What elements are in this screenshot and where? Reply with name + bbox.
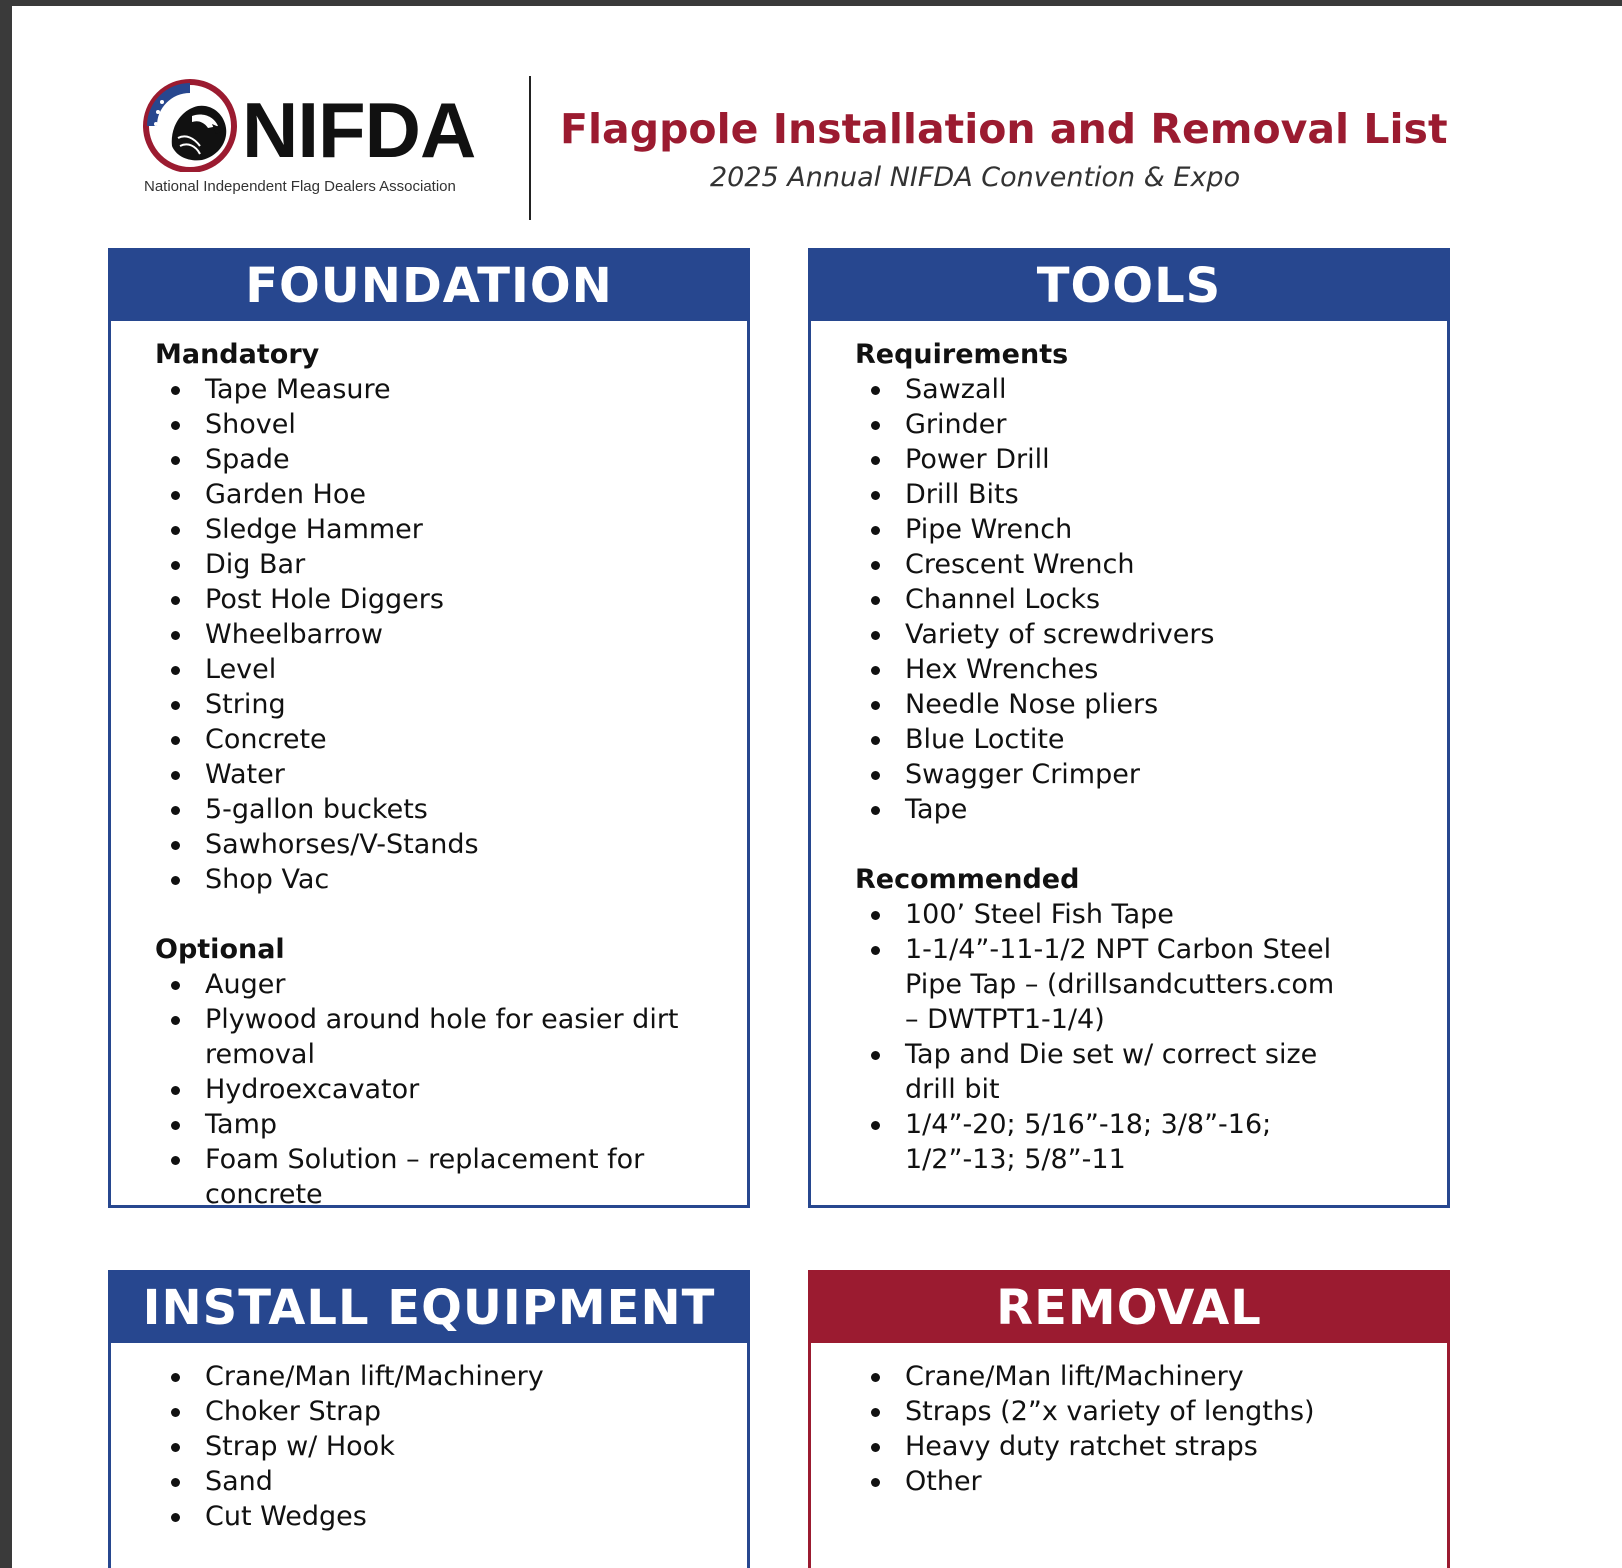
list-item: Spade (205, 442, 747, 477)
list-item: Other (905, 1464, 1447, 1499)
list-item: 100’ Steel Fish Tape (905, 897, 1447, 932)
list-item: Dig Bar (205, 547, 747, 582)
requirements-label: Requirements (855, 339, 1069, 370)
install-equipment-list (155, 1359, 747, 1534)
list-item: Power Drill (905, 442, 1447, 477)
recommended-label: Recommended (855, 864, 1080, 895)
list-item: Blue Loctite (905, 722, 1447, 757)
list-item: Shop Vac (205, 862, 747, 897)
recommended-list (855, 897, 1447, 1177)
list-item-continuation: drill bit (905, 1074, 1000, 1105)
list-item: Sand (205, 1464, 747, 1499)
logo-wordmark: NIFDA (242, 86, 476, 174)
list-item: Sawhorses/V-Stands (205, 827, 747, 862)
install-equipment-heading: INSTALL EQUIPMENT (111, 1273, 747, 1343)
list-item: Pipe Wrench (905, 512, 1447, 547)
list-item: Channel Locks (905, 582, 1447, 617)
list-item: Variety of screwdrivers (905, 617, 1447, 652)
list-item: Tape Measure (205, 372, 747, 407)
mandatory-label: Mandatory (155, 339, 320, 370)
optional-list (155, 967, 747, 1212)
eagle-emblem-icon (142, 76, 238, 172)
list-item: Tamp (205, 1107, 747, 1142)
list-item-continuation: removal (205, 1039, 315, 1070)
list-item: 1/4”-20; 5/16”-18; 3/8”-16; (905, 1107, 1447, 1142)
logo-tagline: National Independent Flag Dealers Association (144, 178, 456, 195)
removal-heading: REMOVAL (811, 1273, 1447, 1343)
list-item: Level (205, 652, 747, 687)
list-item: Swagger Crimper (905, 757, 1447, 792)
list-item: Grinder (905, 407, 1447, 442)
page-title: Flagpole Installation and Removal List (560, 105, 1448, 153)
header-divider (529, 76, 531, 220)
list-item: Foam Solution – replacement for (205, 1142, 747, 1177)
list-item: Water (205, 757, 747, 792)
list-item: Crescent Wrench (905, 547, 1447, 582)
requirements-list (855, 372, 1447, 827)
tools-heading: TOOLS (811, 251, 1447, 321)
list-item: Wheelbarrow (205, 617, 747, 652)
list-item: 1-1/4”-11-1/2 NPT Carbon Steel (905, 932, 1447, 967)
list-item: Concrete (205, 722, 747, 757)
list-item: Choker Strap (205, 1394, 747, 1429)
document-page (12, 6, 1622, 1568)
list-item-continuation: 1/2”-13; 5/8”-11 (905, 1144, 1126, 1175)
list-item: Crane/Man lift/Machinery (905, 1359, 1447, 1394)
optional-label: Optional (155, 934, 285, 965)
list-item: Shovel (205, 407, 747, 442)
list-item: Needle Nose pliers (905, 687, 1447, 722)
foundation-panel (108, 248, 750, 1208)
list-item: Straps (2”x variety of lengths) (905, 1394, 1447, 1429)
list-item: String (205, 687, 747, 722)
tools-panel (808, 248, 1450, 1208)
page-subtitle: 2025 Annual NIFDA Convention & Expo (710, 162, 1241, 193)
list-item-continuation: – DWTPT1-1/4) (905, 1004, 1105, 1035)
list-item-continuation: Pipe Tap – (drillsandcutters.com (905, 969, 1335, 1000)
list-item: Drill Bits (905, 477, 1447, 512)
mandatory-list (155, 372, 747, 897)
list-item: Tape (905, 792, 1447, 827)
install-equipment-panel (108, 1270, 750, 1568)
list-item: Hex Wrenches (905, 652, 1447, 687)
list-item: Auger (205, 967, 747, 1002)
removal-list (855, 1359, 1447, 1499)
list-item: Sawzall (905, 372, 1447, 407)
list-item: Sledge Hammer (205, 512, 747, 547)
list-item: Post Hole Diggers (205, 582, 747, 617)
foundation-heading: FOUNDATION (111, 251, 747, 321)
list-item: Cut Wedges (205, 1499, 747, 1534)
list-item-continuation: concrete (205, 1179, 323, 1210)
list-item: Tap and Die set w/ correct size (905, 1037, 1447, 1072)
list-item: Plywood around hole for easier dirt (205, 1002, 747, 1037)
nifda-logo (142, 76, 502, 206)
list-item: Strap w/ Hook (205, 1429, 747, 1464)
list-item: 5-gallon buckets (205, 792, 747, 827)
list-item: Crane/Man lift/Machinery (205, 1359, 747, 1394)
list-item: Hydroexcavator (205, 1072, 747, 1107)
removal-panel (808, 1270, 1450, 1568)
list-item: Garden Hoe (205, 477, 747, 512)
list-item: Heavy duty ratchet straps (905, 1429, 1447, 1464)
